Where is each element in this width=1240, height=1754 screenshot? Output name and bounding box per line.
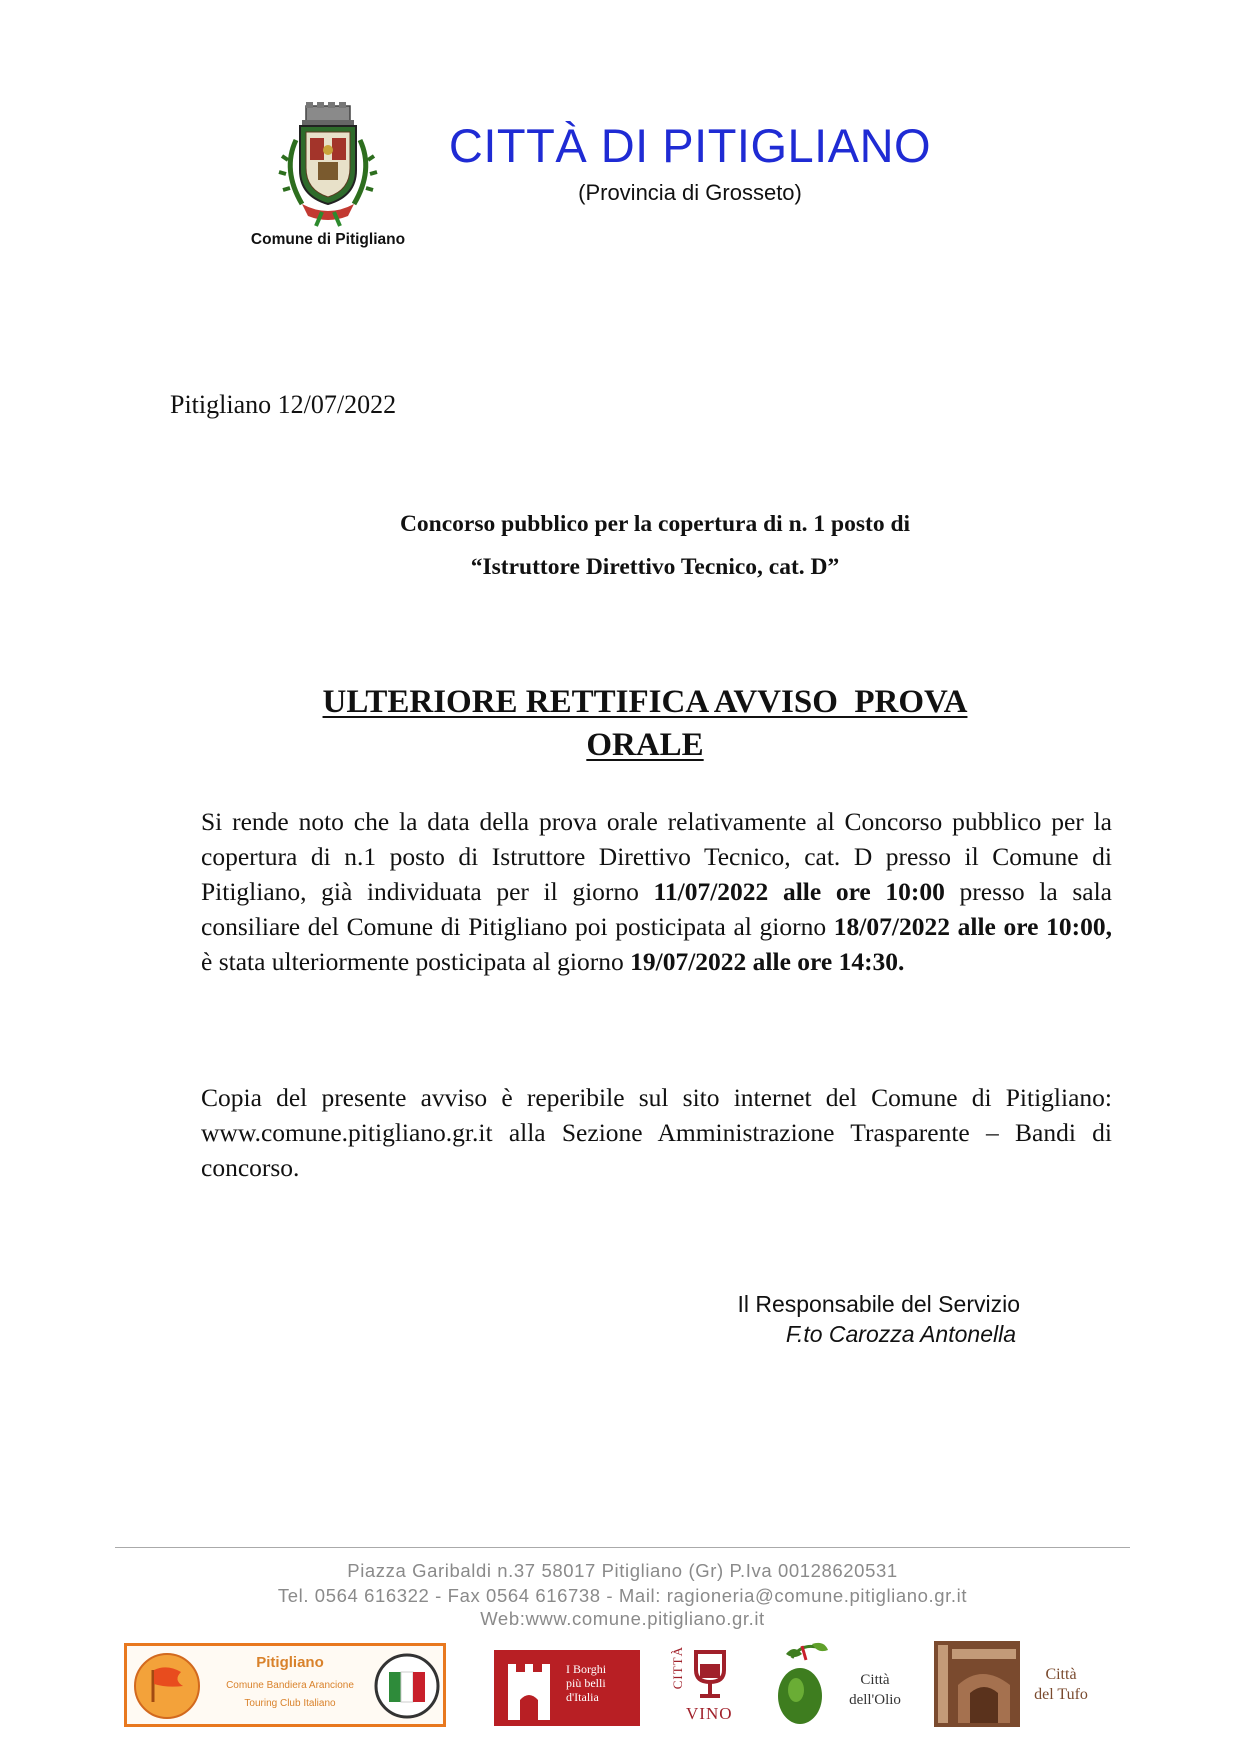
olive-icon bbox=[772, 1640, 836, 1728]
postponed-date: 18/07/2022 alle ore 10:00, bbox=[833, 912, 1112, 941]
paragraph-text: Si rende noto che la data della prova orale relativamente al Concorso pubblico per la copertura di n.1 posto di Istruttore Direttivo Tecnico, cat. D presso il Comune di Pitigliano, già individuata per il giorno bbox=[201, 807, 1112, 906]
tufo-arch-icon bbox=[934, 1641, 1020, 1727]
borghi-piu-belli-logo bbox=[494, 1650, 640, 1726]
signature-block bbox=[690, 1289, 1020, 1349]
original-date: 11/07/2022 alle ore 10:00 bbox=[653, 877, 945, 906]
touring-club-icon bbox=[373, 1652, 441, 1720]
bandiera-line-2: Touring Club Italiano bbox=[244, 1698, 336, 1709]
olio-text bbox=[838, 1670, 912, 1710]
document-subject bbox=[170, 503, 1140, 589]
paragraph-text: presso la sala consiliare del Comune di Pitigliano poi posticipata al giorno bbox=[201, 877, 1112, 941]
tufo-text bbox=[1024, 1665, 1098, 1705]
city-crest-icon bbox=[272, 100, 384, 228]
notice-heading bbox=[200, 681, 1090, 767]
city-title: CITTÀ DI PITIGLIANO bbox=[448, 119, 932, 172]
borghi-line-1: I Borghi bbox=[566, 1662, 607, 1676]
vino-word: VINO bbox=[686, 1704, 733, 1723]
bandiera-line-1: Comune Bandiera Arancione bbox=[226, 1680, 354, 1691]
orange-flag-icon bbox=[133, 1652, 201, 1720]
citta-del-tufo-logo bbox=[934, 1641, 1098, 1729]
footer-website: Web:www.comune.pitigliano.gr.it bbox=[480, 1608, 765, 1629]
footer-divider bbox=[115, 1547, 1130, 1548]
heading-line-1: ULTERIORE RETTIFICA AVVISO PROVA bbox=[322, 684, 968, 720]
subject-line-1: Concorso pubblico per la copertura di n. 1 posto di bbox=[399, 511, 911, 537]
publication-paragraph: Copia del presente avviso è reperibile sul sito internet del Comune di Pitigliano: www.comune.pitigliano.gr.it alla Sezione Amministrazione Trasparente – Bandi di concorso. bbox=[201, 1083, 1112, 1182]
footer-address: Piazza Garibaldi n.37 58017 Pitigliano (Gr) P.Iva 00128620531 bbox=[347, 1560, 898, 1581]
new-date: 19/07/2022 alle ore 14:30. bbox=[630, 947, 905, 976]
bandiera-arancione-logo bbox=[124, 1643, 446, 1727]
wine-glass-icon bbox=[690, 1648, 730, 1700]
tufo-line-2: del Tufo bbox=[1034, 1686, 1088, 1703]
olio-line-2: dell'Olio bbox=[849, 1692, 901, 1708]
citta-dell-olio-logo bbox=[772, 1640, 912, 1730]
borghi-line-3: d'Italia bbox=[566, 1690, 599, 1704]
paragraph-text: è stata ulteriormente posticipata al giorno bbox=[201, 947, 631, 976]
signature-name: F.to Carozza Antonella bbox=[785, 1321, 1016, 1347]
tufo-line-1: Città bbox=[1045, 1666, 1077, 1683]
citta-del-vino-logo bbox=[670, 1644, 736, 1728]
crest-caption: Comune di Pitigliano bbox=[250, 231, 406, 248]
vino-vertical-text: CITTÀ bbox=[670, 1646, 685, 1690]
borghi-text bbox=[566, 1662, 606, 1704]
bandiera-title: Pitigliano bbox=[256, 1654, 324, 1671]
notice-paragraph bbox=[201, 804, 1112, 979]
document-date: Pitigliano 12/07/2022 bbox=[170, 390, 397, 419]
olio-line-1: Città bbox=[860, 1672, 890, 1688]
heading-line-2: ORALE bbox=[586, 727, 704, 763]
signature-role: Il Responsabile del Servizio bbox=[737, 1291, 1020, 1317]
footer-contacts: Tel. 0564 616322 - Fax 0564 616738 - Mail: ragioneria@comune.pitigliano.gr.it bbox=[277, 1585, 968, 1606]
tower-icon bbox=[500, 1656, 558, 1720]
borghi-line-2: più belli bbox=[566, 1676, 606, 1690]
city-subtitle: (Provincia di Grosseto) bbox=[578, 180, 802, 205]
subject-line-2: “Istruttore Direttivo Tecnico, cat. D” bbox=[470, 554, 840, 580]
